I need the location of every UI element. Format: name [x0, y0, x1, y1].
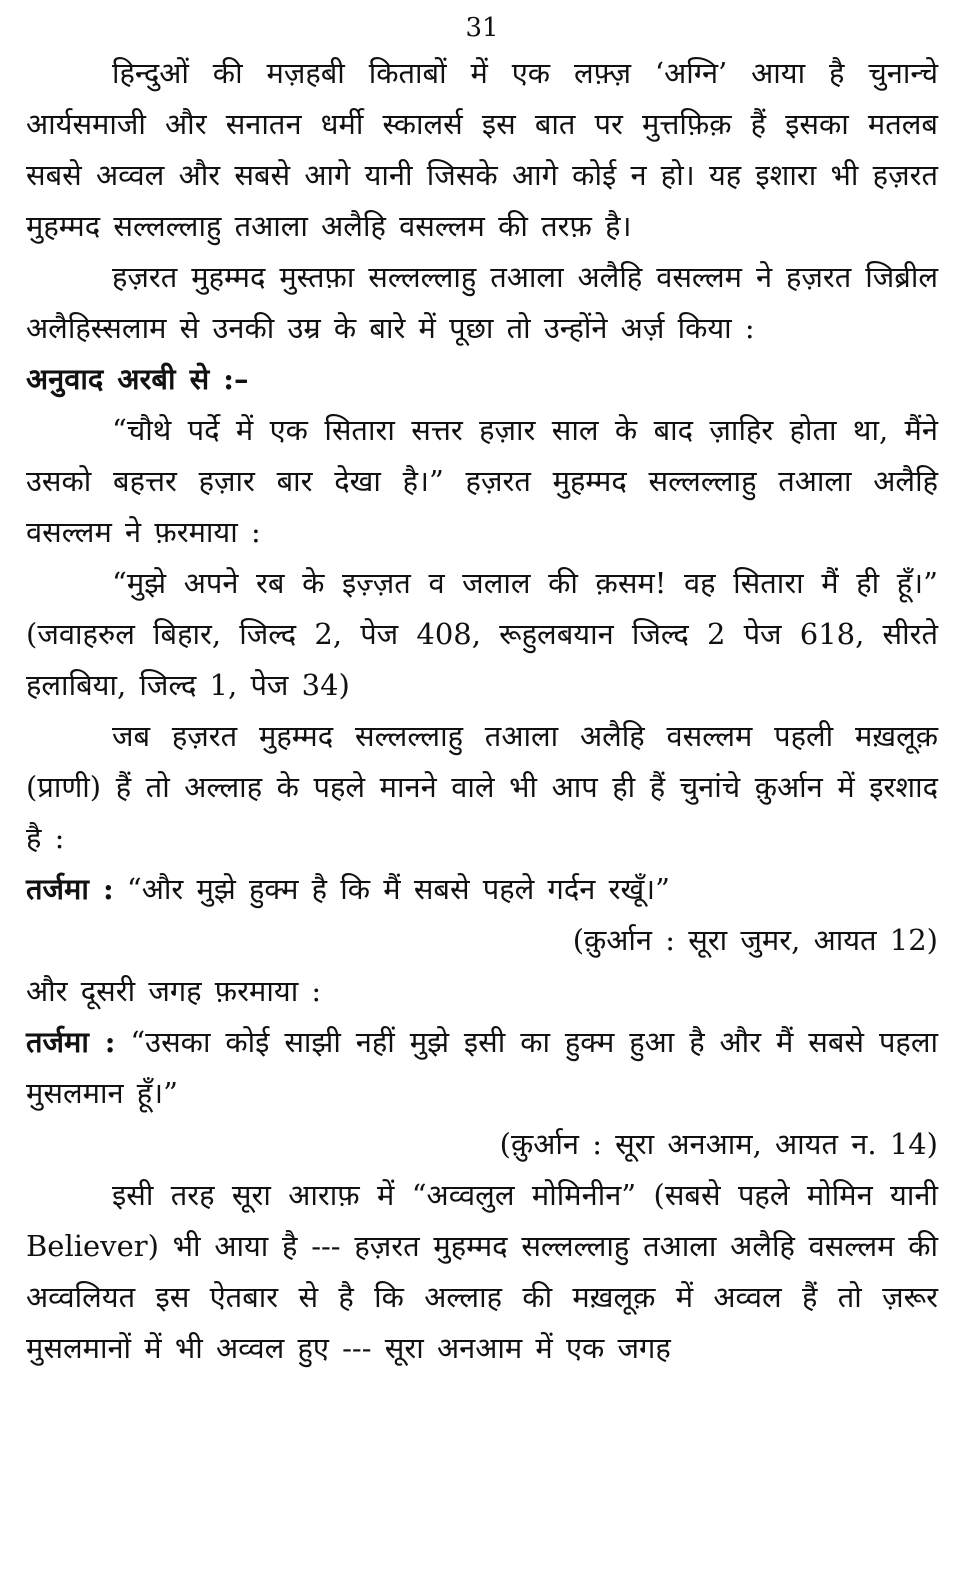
page-body	[26, 48, 938, 1374]
reference-anam: (क़ुर्आन : सूरा अनआम, आयत न. 14)	[499, 1127, 938, 1161]
translation-line-1	[26, 864, 938, 915]
translation-line-2	[26, 1017, 938, 1119]
translation-label: तर्जमा :	[26, 872, 114, 906]
paragraph-oath-quote: “मुझे अपने रब के इज़्ज़त व जलाल की क़सम! वह सितारा मैं ही हूँ।” (जवाहरुल बिहार, जिल्द 2, पेज 408, रूहुलबयान जिल्द 2 पेज 618, सीरते हलाबिया, जिल्द 1, पेज 34)	[26, 566, 938, 702]
paragraph-jibril-question: हज़रत मुहम्मद मुस्तफ़ा सल्लल्लाहु तआला अलैहि वसल्लम ने हज़रत जिब्रील अलैहिस्सलाम से उनकी उम्र के बारे में पूछा तो उन्होंने अर्ज़ किया :	[26, 260, 938, 345]
section-heading-translation: अनुवाद अरबी से :–	[26, 362, 249, 396]
page-number: 31	[465, 13, 499, 43]
paragraph-awwalul-mominin: इसी तरह सूरा आराफ़ में “अव्वलुल मोमिनीन” (सबसे पहले मोमिन यानी Believer) भी आया है --- हज़रत मुहम्मद सल्लल्लाहु तआला अलैहि वसल्लम की अव्वलियत इस ऐतबार से है कि अल्लाह की मख़लूक़ में अव्वल हैं तो ज़रूर मुसलमानों में भी अव्वल हुए --- सूरा अनआम में एक जगह	[26, 1178, 938, 1365]
paragraph-star-quote: “चौथे पर्दे में एक सितारा सत्तर हज़ार साल के बाद ज़ाहिर होता था, मैंने उसको बहत्तर हज़ार बार देखा है।” हज़रत मुहम्मद सल्लल्लाहु तआला अलैहि वसल्लम ने फ़रमाया :	[26, 413, 938, 549]
paragraph-first-creation: जब हज़रत मुहम्मद सल्लल्लाहु तआला अलैहि वसल्लम पहली मख़लूक़ (प्राणी) हैं तो अल्लाह के पहले मानने वाले भी आप ही हैं चुनांचे क़ुर्आन में इरशाद है :	[26, 719, 938, 855]
paragraph-agni: हिन्दुओं की मज़हबी किताबों में एक लफ़्ज़ ‘अग्नि’ आया है चुनान्चे आर्यसमाजी और सनातन धर्मी स्कालर्स इस बात पर मुत्तफ़िक़ हैं इसका मतलब सबसे अव्वल और सबसे आगे यानी जिसके आगे कोई न हो। यह इशारा भी हज़रत मुहम्मद सल्लल्लाहु तआला अलैहि वसल्लम की तरफ़ है।	[26, 56, 938, 243]
reference-zumar: (क़ुर्आन : सूरा जुमर, आयत 12)	[572, 923, 938, 957]
paragraph-another-place: और दूसरी जगह फ़रमाया :	[26, 974, 322, 1008]
translation-label: तर्जमा :	[26, 1025, 116, 1059]
translation-text: “और मुझे हुक्म है कि मैं सबसे पहले गर्दन रखूँ।”	[113, 872, 670, 906]
translation-text: “उसका कोई साझी नहीं मुझे इसी का हुक्म हुआ है और मैं सबसे पहला मुसलमान हूँ।”	[26, 1025, 938, 1110]
